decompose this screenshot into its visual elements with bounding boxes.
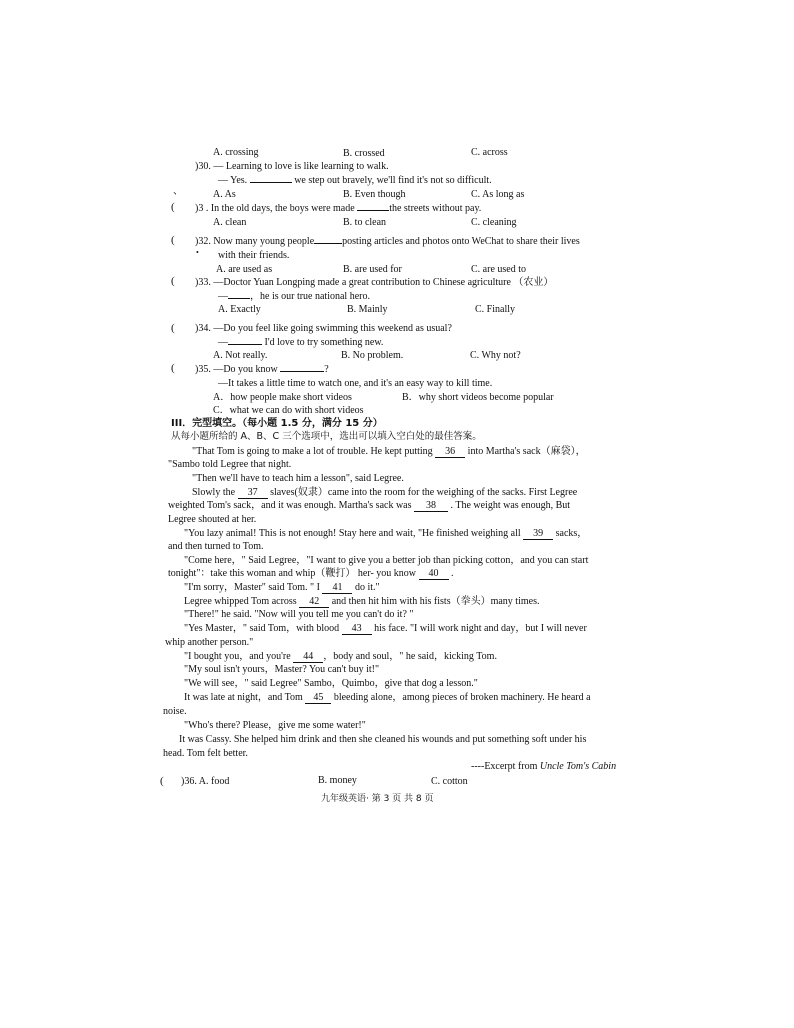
page-footer: 九年级英语· 第 3 页 共 8 页: [321, 794, 434, 804]
passage-line: weighted Tom's sack，and it was enough. Martha's sack was 38 . The weight was enough, But: [168, 500, 571, 511]
passage-line: Legree shouted at her.: [168, 514, 257, 525]
q33-option-a: A. Exactly: [218, 304, 261, 315]
q36-paren: (: [160, 775, 164, 787]
q33-line2: — ，he is our true national hero.: [218, 291, 370, 302]
q34-stem: )34. —Do you feel like going swimming this weekend as usual?: [195, 323, 452, 334]
q30-option-a: A. As: [213, 189, 236, 200]
passage-line: "Then we'll have to teach him a lesson", said Legree.: [192, 473, 404, 484]
q30-option-b: B. Even though: [343, 189, 406, 200]
scan-mark: 、: [173, 186, 183, 197]
q34-option-b: B. No problem.: [341, 350, 404, 361]
q31-option-a: A. clean: [213, 217, 247, 228]
q31-paren: (: [171, 201, 175, 213]
q30-blank: [250, 182, 292, 183]
passage-line: "That Tom is going to make a lot of trouble. He kept putting 36 into Martha's sack（麻袋），: [192, 446, 586, 457]
passage-line: Slowly the 37 slaves(奴隶）came into the room for the weighing of the sacks. First Legree: [192, 487, 578, 498]
passage-line: "I'm sorry，Master" said Tom. " I 41 do it.": [184, 582, 380, 593]
q30-stem: )30. — Learning to love is like learning to walk.: [195, 161, 389, 172]
section-heading: III．完型填空。（每小题 1.5 分，满分 15 分）: [171, 418, 383, 429]
blank-42: 42: [299, 596, 329, 608]
blank-36: 36: [435, 446, 465, 458]
q32-blank: [314, 243, 342, 244]
q36-stem: )36. A. food: [181, 776, 230, 787]
q33-option-b: B. Mainly: [347, 304, 388, 315]
passage-line: "Sambo told Legree that night.: [168, 459, 292, 470]
passage-line: noise.: [163, 706, 187, 717]
q32-continuation: with their friends.: [218, 250, 290, 261]
section-instruction: 从每小题所给的 A、B、C 三个选项中，选出可以填入空白处的最佳答案。: [171, 431, 482, 442]
q29-option-b: B. crossed: [343, 148, 385, 159]
passage-line: It was late at night，and Tom 45 bleeding alone，among pieces of broken machinery. He heard a: [184, 692, 591, 703]
q35-paren: (: [171, 362, 175, 374]
q33-blank: [228, 298, 250, 299]
passage-line: "You lazy animal! This is not enough! Stay here and wait, "He finished weighing all 39 sacks，: [184, 528, 588, 539]
q31-blank: [357, 210, 389, 211]
passage-line: Legree whipped Tom across 42 and then hit him with his fists（拳头）many times.: [184, 596, 540, 607]
passage-line: "Who's there? Please，give me some water!": [184, 720, 366, 731]
q35-option-b: B．why short videos become popular: [402, 392, 554, 403]
q31-stem: )3 . In the old days, the boys were made the streets without pay.: [195, 203, 482, 214]
passage-line: "We will see，" said Legree" Sambo，Quimbo，give that dog a lesson.": [184, 678, 478, 689]
q30-option-c: C. As long as: [471, 189, 525, 200]
blank-45: 45: [305, 692, 331, 704]
q31-option-b: B. to clean: [343, 217, 387, 228]
passage-line: It was Cassy. She helped him drink and then she cleaned his wounds and put something soft under his: [179, 734, 587, 745]
passage-line: whip another person.": [165, 637, 254, 648]
blank-37: 37: [238, 487, 268, 499]
q32-option-a: A. are used as: [216, 264, 273, 275]
q35-option-c: C．what we can do with short videos: [213, 405, 364, 416]
q29-option-a: A. crossing: [213, 147, 259, 158]
q35-option-a: A．how people make short videos: [213, 392, 352, 403]
passage-line: "My soul isn't yours，Master? You can't buy it!": [184, 664, 380, 675]
blank-39: 39: [523, 528, 553, 540]
q35-stem: )35. —Do you know ?: [195, 364, 329, 375]
passage-line: and then turned to Tom.: [168, 541, 264, 552]
q33-paren: (: [171, 275, 175, 287]
passage-line: tonight"：take this woman and whip（鞭打） her- you know 40 .: [168, 568, 454, 579]
blank-38: 38: [414, 500, 448, 512]
q36-option-c: C. cotton: [431, 776, 468, 787]
q34-option-a: A. Not really.: [213, 350, 268, 361]
q32-option-c: C. are used to: [471, 264, 526, 275]
passage-line: "There!" he said. "Now will you tell me you can't do it? ": [184, 609, 414, 620]
passage-line: "Come here，" Said Legree，"I want to give you a better job than picking cotton，and you can start: [184, 555, 589, 566]
passage-line: head. Tom felt better.: [163, 748, 248, 759]
scan-mark: •: [196, 248, 199, 257]
blank-40: 40: [419, 568, 449, 580]
q34-line2: — I'd love to try something new.: [218, 337, 384, 348]
blank-41: 41: [322, 582, 352, 594]
q33-option-c: C. Finally: [475, 304, 516, 315]
passage-line: "Yes Master，" said Tom，with blood 43 his face. "I will work night and day，but I will never: [184, 623, 587, 634]
q32-paren: (: [171, 234, 175, 246]
q35-continuation: —It takes a little time to watch one, and it's an easy way to kill time.: [218, 378, 493, 389]
passage-line: "I bought you，and you're 44 ，body and soul，" he said，kicking Tom.: [184, 651, 497, 662]
q32-option-b: B. are used for: [343, 264, 402, 275]
q35-blank: [280, 371, 324, 372]
q34-blank: [228, 344, 262, 345]
passage-source: ----Excerpt from Uncle Tom's Cabin: [471, 761, 617, 772]
q33-stem: )33. —Doctor Yuan Longping made a great contribution to Chinese agriculture （农业）: [195, 277, 554, 288]
q30-line2: — Yes. we step out bravely, we'll find it's not so difficult.: [218, 175, 492, 186]
q32-stem: )32. Now many young people posting articles and photos onto WeChat to share their lives: [195, 236, 580, 247]
q31-option-c: C. cleaning: [471, 217, 517, 228]
q34-option-c: C. Why not?: [470, 350, 521, 361]
q34-paren: (: [171, 322, 175, 334]
blank-44: 44: [293, 651, 323, 663]
q29-option-c: C. across: [471, 147, 508, 158]
q36-option-b: B. money: [318, 775, 357, 786]
blank-43: 43: [342, 623, 372, 635]
